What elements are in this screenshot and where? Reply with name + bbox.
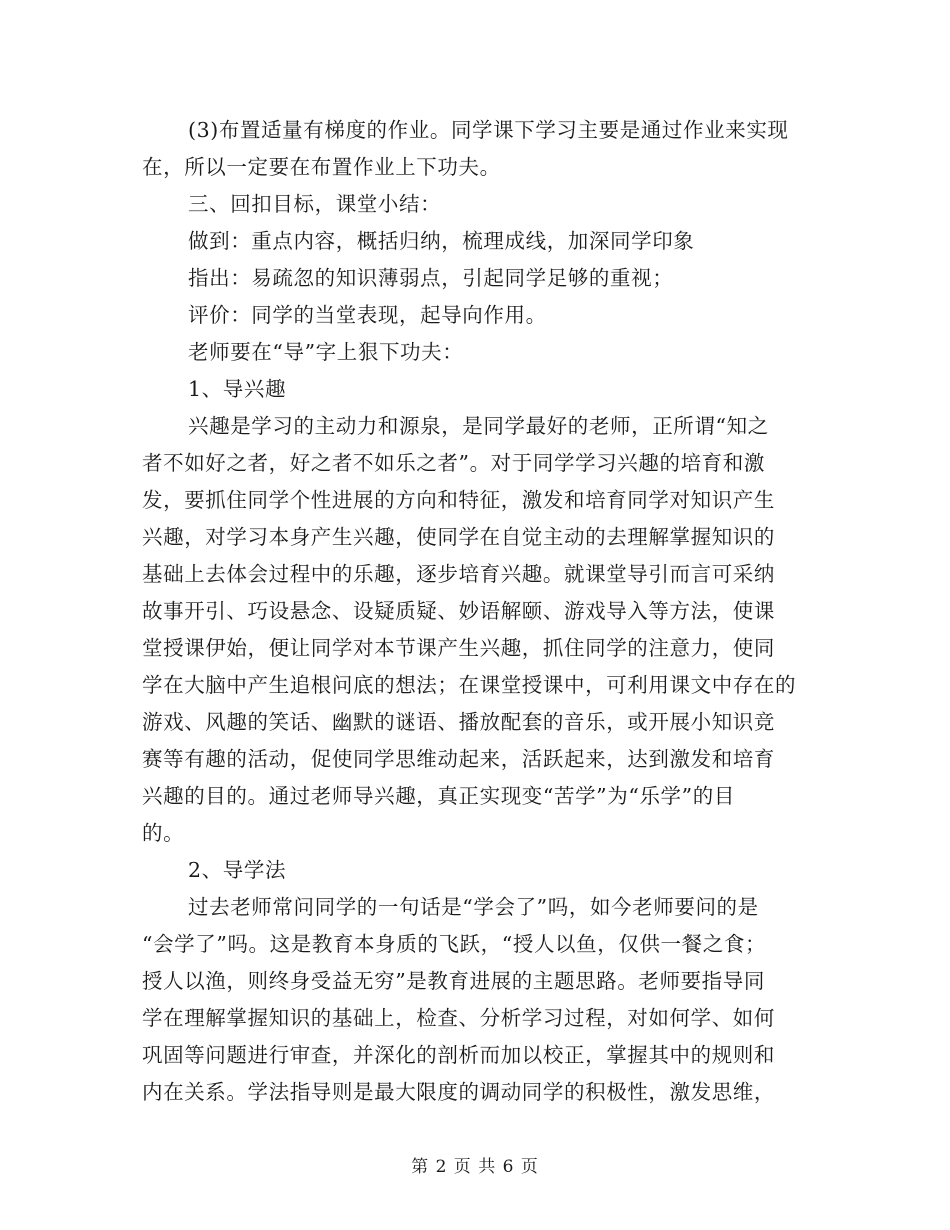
text-line: 评价：同学的当堂表现，起导向作用。 [188,303,547,327]
text-line: 基础上去体会过程中的乐趣，逐步培育兴趣。就课堂导引而言可采纳 [142,562,775,586]
text-line: 者不如好之者，好之者不如乐之者”。对于同学学习兴趣的培育和激 [142,451,765,475]
text-line: 兴趣的目的。通过老师导兴趣，真正实现变“苦学”为“乐学”的目 [142,784,735,808]
page-number-footer: 第 2 页 共 6 页 [411,1157,539,1177]
text-line: 学在大脑中产生追根问底的想法；在课堂授课中，可利用课文中存在的 [142,673,797,697]
text-line: 授人以渔，则终身受益无穷”是教育进展的主题思路。老师要指导同 [142,969,765,993]
text-line: 1、导兴趣 [188,377,287,401]
text-line: 故事开引、巧设悬念、设疑质疑、妙语解颐、游戏导入等方法，使课 [142,599,775,623]
text-line: 过去老师常问同学的一句话是“学会了”吗，如今老师要问的是 [188,895,759,919]
text-line: 兴趣，对学习本身产生兴趣，使同学在自觉主动的去理解掌握知识的 [142,525,775,549]
text-line: 指出：易疏忽的知识薄弱点，引起同学足够的重视； [188,266,674,290]
text-line: 的。 [142,821,185,845]
text-line: 游戏、风趣的笑话、幽默的谜语、播放配套的音乐，或开展小知识竞 [142,710,775,734]
text-line: 做到：重点内容，概括归纳，梳理成线，加深同学印象 [188,229,695,253]
text-line: 三、回扣目标，课堂小结： [188,192,442,216]
text-line: 内在关系。学法指导则是最大限度的调动同学的积极性，激发思维， [142,1080,775,1104]
text-line: 2、导学法 [188,858,287,882]
text-line: 在，所以一定要在布置作业上下功夫。 [142,155,501,179]
text-line: 老师要在“导”字上狠下功夫： [188,340,464,364]
text-line: 兴趣是学习的主动力和源泉，是同学最好的老师，正所谓“知之 [188,414,769,438]
text-line: 学在理解掌握知识的基础上，检查、分析学习过程，对如何学、如何 [142,1006,775,1030]
text-line: 堂授课伊始，便让同学对本节课产生兴趣，抓住同学的注意力，使同 [142,636,775,660]
text-line: 赛等有趣的活动，促使同学思维动起来，活跃起来，达到激发和培育 [142,747,775,771]
document-body [142,112,810,1111]
text-line: 巩固等问题进行审查，并深化的剖析而加以校正，掌握其中的规则和 [142,1043,775,1067]
text-line: “会学了”吗。这是教育本身质的飞跃，“授人以鱼，仅供一餐之食； [142,932,767,956]
text-line: 发，要抓住同学个性进展的方向和特征，激发和培育同学对知识产生 [142,488,775,512]
text-line: (3)布置适量有梯度的作业。同学课下学习主要是通过作业来实现 [188,118,789,142]
